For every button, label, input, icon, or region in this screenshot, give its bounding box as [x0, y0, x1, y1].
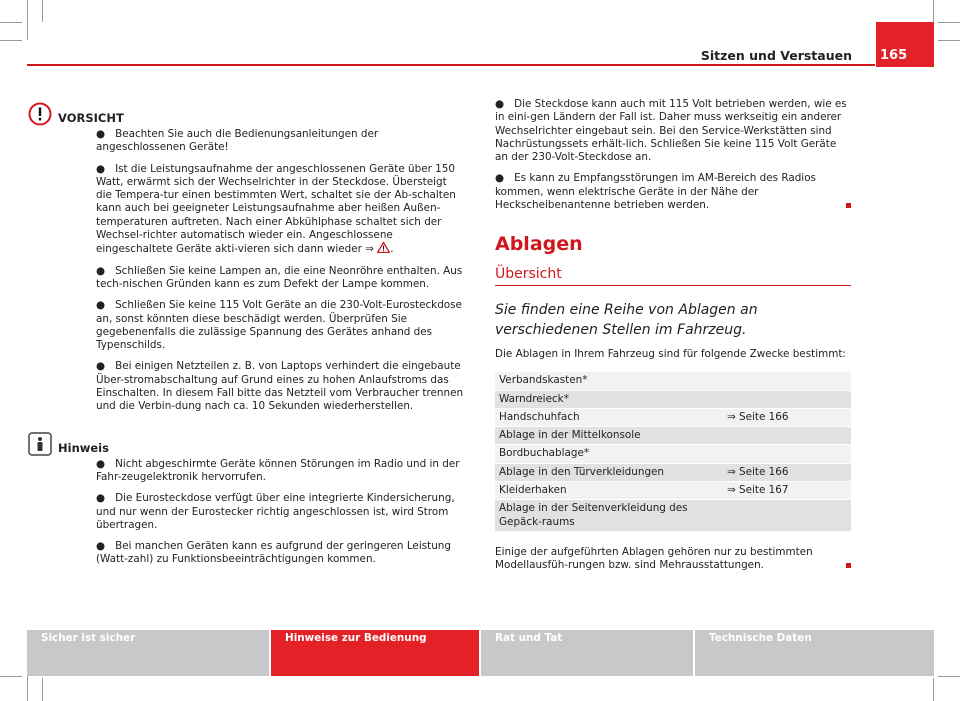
table-row: Handschuhfach ⇒ Seite 166: [495, 409, 851, 426]
section-end-marker: [846, 563, 851, 568]
warning-title: VORSICHT: [58, 111, 124, 125]
list-item: ● Es kann zu Empfangsstörungen im AM-Bereich des Radios kommen, wenn elektrische Geräte in der Nähe der Heckscheibenantenne betrieben werden.: [495, 172, 851, 212]
table-row: Kleiderhaken ⇒ Seite 167: [495, 482, 851, 499]
intro-text: Die Ablagen in Ihrem Fahrzeug sind für folgende Zwecke bestimmt:: [495, 347, 846, 360]
crop-mark: [0, 676, 22, 677]
table-row: Bordbuchablage*: [495, 445, 851, 462]
footer-tab-sicher[interactable]: Sicher ist sicher: [27, 630, 269, 676]
warning-heading: [14, 102, 464, 128]
section-end-marker: [846, 203, 851, 208]
crop-mark: [0, 22, 22, 23]
note-heading: [14, 432, 464, 458]
lead-text: Sie finden eine Reihe von Ablagen an verschiedenen Stellen im Fahrzeug.: [495, 301, 758, 338]
left-column: [58, 102, 464, 575]
table-row: Warndreieck*: [495, 391, 851, 408]
footer-tab-bedienung[interactable]: Hinweise zur Bedienung: [271, 630, 479, 676]
warning-triangle-icon: [377, 242, 390, 253]
table-row: Verbandskasten*: [495, 372, 851, 389]
table-row: Ablage in der Mittelkonsole: [495, 427, 851, 444]
list-item: ● Bei manchen Geräten kann es aufgrund der geringeren Leistung (Watt-zahl) zu Funktionsbeeinträchtigungen kommen.: [96, 540, 451, 566]
header-rule: [27, 64, 875, 66]
note-title: Hinweis: [58, 440, 109, 455]
list-item: ● Schließen Sie keine 115 Volt Geräte an die 230-Volt-Eurosteckdose an, sonst könnten diese beschädigt werden. Überprüfen Sie gegebenenfalls die zulässige Spannung des Gerätes anhand des Typenschilds.: [96, 299, 462, 352]
crop-mark: [42, 0, 43, 22]
section-title: Ablagen: [495, 233, 583, 256]
storage-table: [495, 371, 851, 532]
list-item: ● Schließen Sie keine Lampen an, die eine Neonröhre enthalten. Aus tech-nischen Gründen kann es zum Defekt der Lampe kommen.: [96, 264, 463, 290]
list-item: ● Die Eurosteckdose verfügt über eine integrierte Kindersicherung, und nur wenn der Eurostecker richtig angeschlossen ist, wird Strom übertragen.: [96, 492, 455, 531]
closing-text: Einige der aufgeführten Ablagen gehören nur zu bestimmten Modellausfüh-rungen bzw. sind Mehrausstattungen.: [495, 546, 851, 573]
footer-tab-technische-daten[interactable]: Technische Daten: [695, 630, 934, 676]
list-item: ● Ist die Leistungsaufnahme der angeschlossenen Geräte über 150 Watt, erwärmt sich der Wechselrichter in der Steckdose. Übersteigt die Tempera-tur einen bestimmten Wert, schaltet sie der Ab-schalten kann auch bei geeigneter Leistungsaufnahme aber heißen Außen-temperaturen auftreten. Nach einer Abkühlphase schaltet sich der Wechsel-richter automatisch wieder ein. Angeschlossene eingeschaltete Geräte akti-vieren sich dann wieder ⇒ .: [96, 162, 456, 256]
subsection-title: Übersicht: [495, 268, 851, 286]
warning-circle-icon: [28, 102, 52, 130]
crop-mark: [938, 676, 960, 677]
crop-mark: [27, 676, 28, 701]
info-hand-icon: [28, 432, 52, 460]
list-item: ● Die Steckdose kann auch mit 115 Volt betrieben werden, wie es in eini-gen Ländern der Fall ist. Daher muss werkseitig ein anderer Wechselrichter eingebaut sein. Bei den Service-Werkstätten sind Nachrüstungssets erhält-lich. Schließen Sie keine 115 Volt Geräte an der 230-Volt-Steckdose an.: [495, 98, 847, 164]
crop-mark: [938, 22, 960, 23]
list-item: ● Beachten Sie auch die Bedienungsanleitungen der angeschlossenen Geräte!: [96, 128, 379, 154]
warning-box: [58, 102, 464, 414]
footer-tab-rat-und-tat[interactable]: Rat und Tat: [481, 630, 693, 676]
page-number: 165: [880, 48, 908, 63]
crop-mark: [42, 678, 43, 701]
list-item: ● Nicht abgeschirmte Geräte können Störungen im Radio und in der Fahr-zeugelektronik hervorrufen.: [96, 457, 460, 483]
note-box: [58, 432, 464, 567]
crop-mark: [0, 40, 22, 41]
list-item: ● Bei einigen Netzteilen z. B. von Laptops verhindert die eingebaute Über-stromabschaltung auf Grund eines zu hohen Anlaufstroms das Einschalten. In diesem Fall bitte das Netzteil vom Verbraucher trennen und die Verbin-dung nach ca. 10 Sekunden wiederherstellen.: [96, 360, 464, 413]
running-header-title: Sitzen und Verstauen: [700, 48, 852, 63]
crop-mark: [933, 0, 934, 22]
table-row: Ablage in den Türverkleidungen ⇒ Seite 166: [495, 464, 851, 481]
crop-mark: [27, 0, 28, 40]
right-column: [495, 98, 851, 581]
table-row: Ablage in der Seitenverkleidung des Gepäck-raums: [495, 500, 851, 531]
crop-mark: [933, 678, 934, 701]
crop-mark: [938, 40, 960, 41]
